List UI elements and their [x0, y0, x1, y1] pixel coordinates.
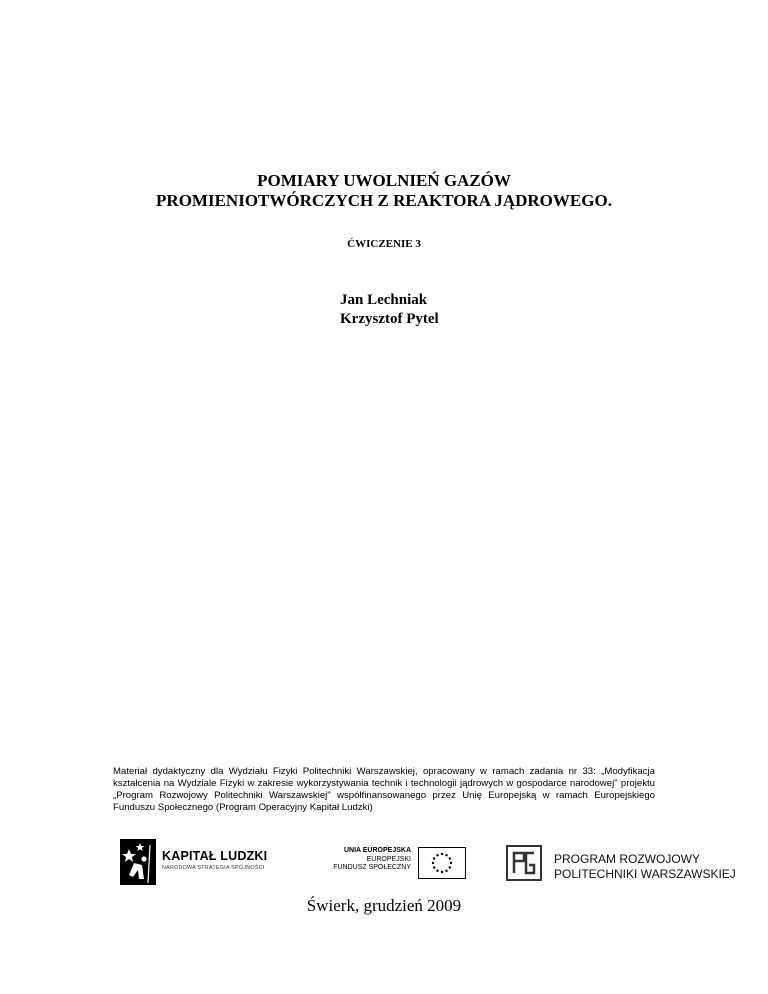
funding-note: Materiał dydaktyczny dla Wydziału Fizyki Politechniki Warszawskiej, opracowany w ramach zadania nr 33: „Modyfikacja kształcenia na Wydziale Fizyki w zakresie wykorzystywania technik i technologii jądrowych w gospodarce narodowej" projektu „Program Rozwojowy Politechniki Warszawskiej" współfinansowanego przez Unię Europejską w ramach Europejskiego Funduszu Społecznego (Program Operacyjny Kapitał Ludzki): [113, 766, 655, 813]
eu-line-3: FUNDUSZ SPOŁECZNY: [333, 864, 411, 871]
eu-star: [449, 866, 451, 868]
eu-logo: [313, 839, 468, 887]
program-rozwojowy-logo: [504, 839, 744, 887]
eu-star: [433, 866, 435, 868]
eu-line-2: EUROPEJSKI: [366, 855, 411, 863]
eu-star: [450, 862, 452, 864]
eu-flag-icon: [418, 847, 466, 879]
pw-line-1: PROGRAM ROZWOJOWY: [554, 852, 700, 866]
eu-star: [436, 854, 438, 856]
document-title: [0, 171, 768, 211]
author-2: Krzysztof Pytel: [340, 311, 439, 327]
kapital-ludzki-title: KAPITAŁ LUDZKI: [162, 849, 268, 863]
authors: [340, 291, 439, 329]
eu-star: [445, 854, 447, 856]
eu-line-1: UNIA EUROPEJSKA: [343, 847, 411, 854]
pw-emblem-icon: [504, 843, 544, 883]
place-date: Świerk, grudzień 2009: [306, 896, 462, 915]
title-line-2: PROMIENIOTWÓRCZYCH Z REAKTORA JĄDROWEGO.: [156, 191, 612, 210]
eu-star: [441, 853, 443, 855]
eu-star: [433, 857, 435, 859]
author-1: Jan Lechniak: [340, 292, 428, 308]
eu-star: [449, 857, 451, 859]
kapital-ludzki-icon: [120, 839, 156, 885]
eu-star: [436, 870, 438, 872]
exercise-label: ĆWICZENIE 3: [347, 238, 421, 250]
eu-star: [441, 871, 443, 873]
title-line-1: POMIARY UWOLNIEŃ GAZÓW: [257, 171, 511, 190]
eu-star: [432, 862, 434, 864]
eu-text: [321, 847, 411, 873]
pw-line-2: POLITECHNIKI WARSZAWSKIEJ: [554, 867, 736, 881]
eu-star: [445, 870, 447, 872]
kapital-ludzki-subtitle: NARODOWA STRATEGIA SPÓJNOŚCI: [162, 865, 265, 871]
logo-strip: [112, 833, 744, 893]
pw-text: [554, 852, 736, 882]
kapital-ludzki-logo: [120, 833, 280, 893]
